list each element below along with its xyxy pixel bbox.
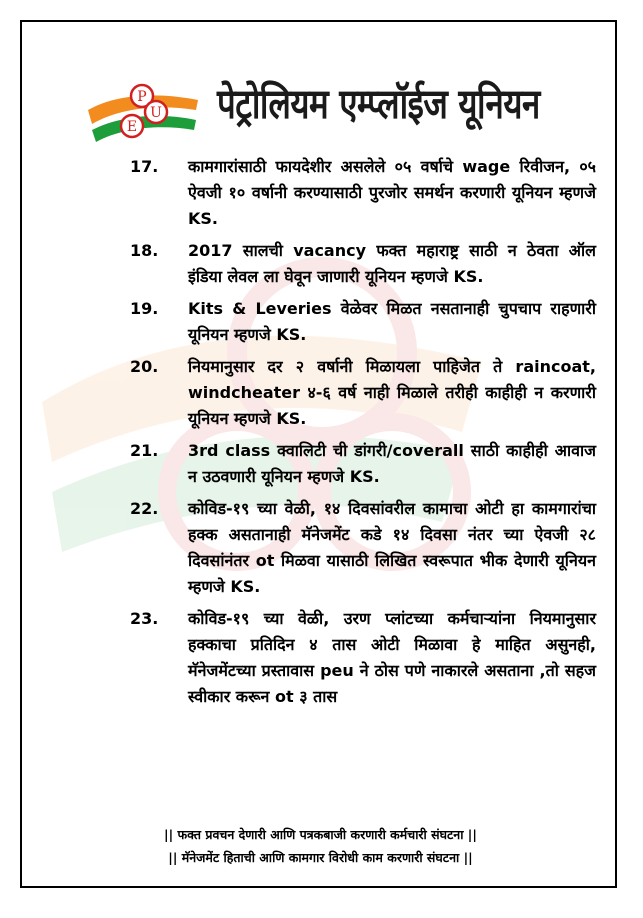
item-text: 3rd class क्वालिटी ची डांगरी/coverall साठी काहीही आवाज न उठवणारी यूनियन म्हणजे KS. bbox=[188, 441, 596, 486]
list-item bbox=[130, 296, 596, 348]
item-number: 22. bbox=[130, 499, 159, 518]
list-item bbox=[130, 154, 596, 232]
item-number: 20. bbox=[130, 357, 159, 376]
logo-green-swoosh bbox=[92, 116, 196, 142]
footer-slogan-2: || मॅनेजमेंट हिताची आणि कामगार विरोधी काम करणारी संघटना || bbox=[168, 850, 473, 865]
list-item bbox=[130, 438, 596, 490]
item-number: 19. bbox=[130, 299, 159, 318]
item-number: 23. bbox=[130, 609, 159, 628]
footer-slogan-1: || फक्त प्रवचन देणारी आणि पत्रकबाजी करणारी कर्मचारी संघटना || bbox=[164, 827, 477, 842]
logo-letter-u: U bbox=[150, 105, 162, 121]
item-text: Kits & Leveries वेळेवर मिळत नसतानाही चुपचाप राहणारी यूनियन म्हणजे KS. bbox=[188, 299, 596, 344]
list-item bbox=[130, 238, 596, 290]
list-item bbox=[130, 496, 596, 600]
list-item bbox=[130, 354, 596, 432]
item-text: कामगारांसाठी फायदेशीर असलेले ०५ वर्षाचे wage रिवीजन, ०५ ऐवजी १० वर्षानी करण्यासाठी पुरजोर समर्थन करणारी यूनियन म्हणजे KS. bbox=[188, 157, 596, 228]
organization-title: पेट्रोलियम एम्प्लॉईज यूनियन bbox=[217, 79, 540, 128]
item-number: 21. bbox=[130, 441, 159, 460]
item-number: 18. bbox=[130, 241, 159, 260]
list-item bbox=[130, 606, 596, 710]
item-text: कोविड-१९ च्या वेळी, १४ दिवसांवरील कामाचा ओटी हा कामगारांचा हक्क असतानाही मॅनेजमेंट कडे १४ दिवसा नंतर च्या ऐवजी २८ दिवसांनंतर ot मिळवा यासाठी लिखित स्वरूपात भीक देणारी यूनियन म्हणजे KS. bbox=[188, 499, 596, 596]
item-number: 17. bbox=[130, 157, 159, 176]
union-logo bbox=[86, 66, 206, 154]
item-text: नियमानुसार दर २ वर्षानी मिळायला पाहिजेत ते raincoat, windcheater ४-६ वर्ष नाही मिळाले तरीही काहीही न करणारी यूनियन म्हणजे KS. bbox=[188, 357, 596, 428]
logo-letter-e: E bbox=[126, 119, 138, 135]
item-text: कोविड-१९ च्या वेळी, उरण प्लांटच्या कर्मचाऱ्यांना नियमानुसार हक्काचा प्रतिदिन ४ तास ओटी मिळावा हे माहित असुनही, मॅनेजमेंटच्या प्रस्तावास peu ने ठोस पणे नाकारले असताना ,तो सहज स्वीकार करून ot ३ तास bbox=[188, 609, 596, 706]
demand-list bbox=[130, 154, 596, 716]
item-text: 2017 सालची vacancy फक्त महाराष्ट्र साठी न ठेवता ऑल इंडिया लेवल ला घेवून जाणारी यूनियन म्हणजे KS. bbox=[188, 241, 596, 286]
logo-letter-p: P bbox=[137, 89, 147, 105]
document-page bbox=[20, 20, 617, 888]
